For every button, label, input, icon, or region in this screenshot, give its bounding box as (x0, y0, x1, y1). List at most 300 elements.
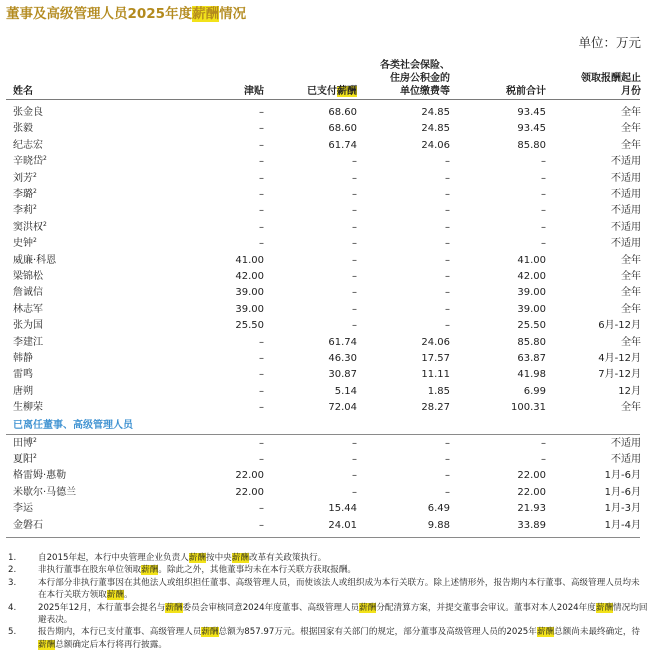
cell-name (13, 302, 43, 318)
cell-period-text: 全年 (621, 107, 641, 118)
cell-pretax-text: – (541, 454, 546, 465)
cell-pretax-text: – (541, 172, 546, 184)
cell-name (13, 485, 76, 501)
cell-allowance-text: – (259, 385, 264, 397)
cell-social (421, 400, 450, 416)
cell-pretax-text: 21.93 (517, 503, 546, 515)
cell-pretax-text: 63.87 (517, 353, 546, 364)
table-row (0, 400, 663, 416)
cell-name-text: 梁锦松 (13, 271, 43, 282)
cell-allowance-text: – (259, 238, 264, 250)
footnote-marker: 2 (33, 204, 37, 212)
cell-paid (352, 187, 357, 203)
cell-pretax-text: 22.00 (517, 486, 546, 498)
cell-period (611, 452, 641, 468)
cell-period-text: 1月-6月 (604, 470, 641, 482)
cell-paid (352, 285, 357, 301)
footnote-text: 本行部分非执行董事因在其他法人或组织担任董事、高级管理人员，而使该法人或组织成为本行关联方。除上述情形外，报告期内本行董事、高级管理人员均未在本行关联方领取 (38, 577, 640, 601)
cell-name-text: 威廉·科恩 (13, 254, 57, 266)
cell-name (13, 236, 37, 252)
cell-social-text: 24.85 (421, 123, 450, 135)
cell-social (428, 518, 450, 534)
cell-pretax (517, 138, 546, 154)
cell-paid-text: – (352, 221, 357, 233)
cell-pretax-text: 85.80 (517, 139, 546, 151)
cell-name (13, 171, 37, 187)
cell-allowance (259, 501, 264, 517)
cell-pretax-text: 6.99 (523, 385, 546, 397)
cell-period (605, 501, 641, 517)
cell-name-text: 辛晓岱 (13, 156, 43, 168)
title-prefix: 董事及高级管理人员2025年度 (6, 6, 193, 22)
cell-name-text: 金磐石 (13, 519, 43, 531)
footnote-highlight: 薪酬 (359, 602, 377, 613)
cell-paid (352, 485, 357, 501)
cell-period-text: 1月-6月 (604, 486, 641, 498)
cell-allowance (259, 121, 264, 137)
cell-paid (352, 318, 357, 334)
table-row (0, 367, 663, 383)
cell-period-text: 1月-4月 (604, 519, 641, 531)
cell-paid-text: – (352, 205, 357, 217)
cell-allowance (259, 220, 264, 236)
cell-social (445, 253, 450, 269)
cell-paid (352, 302, 357, 318)
footnote-number: 3. (8, 577, 17, 588)
cell-name (13, 384, 33, 400)
cell-social-text: 17.57 (421, 353, 450, 364)
cell-social-text: – (445, 271, 450, 282)
cell-social-text: – (445, 303, 450, 315)
header-period-line1: 领取报酬起止 (581, 73, 641, 84)
cell-social (421, 367, 450, 383)
cell-paid (328, 121, 357, 137)
cell-name (13, 351, 33, 367)
footnote-highlight: 薪酬 (188, 553, 206, 563)
table-row (0, 436, 663, 452)
cell-pretax (541, 187, 546, 203)
cell-allowance (259, 452, 264, 468)
cell-pretax-text: 39.00 (517, 287, 546, 299)
table-row (0, 302, 663, 318)
header-social (380, 59, 450, 98)
cell-allowance (235, 253, 264, 269)
cell-name-text: 林志军 (13, 303, 43, 315)
footnote-number: 5. (8, 627, 17, 638)
cell-social-text: – (445, 320, 450, 332)
cell-name-text: 詹诚信 (13, 287, 43, 299)
cell-name-text: 格雷姆·惠勒 (13, 470, 67, 482)
footnote-marker: 2 (33, 171, 37, 179)
cell-period-text: 全年 (621, 303, 641, 315)
cell-period-text: 不适用 (611, 189, 641, 200)
cell-period (611, 220, 641, 236)
cell-social (428, 384, 450, 400)
cell-name (13, 335, 43, 351)
cell-allowance (259, 203, 264, 219)
cell-paid-text: 46.30 (328, 353, 357, 364)
cell-period (621, 253, 641, 269)
cell-period (621, 335, 641, 351)
header-social-line1: 各类社会保险、 (380, 60, 450, 71)
cell-name-text: 李运 (13, 503, 33, 515)
cell-name (13, 318, 43, 334)
cell-social-text: 1.85 (427, 385, 450, 397)
cell-name-text: 唐朔 (13, 385, 33, 397)
cell-allowance-text: 22.00 (235, 470, 264, 482)
cell-period (621, 269, 641, 285)
cell-allowance-text: 25.50 (235, 320, 264, 332)
cell-pretax-text: – (541, 189, 546, 200)
cell-pretax (517, 269, 546, 285)
cell-name (13, 518, 43, 534)
cell-period (598, 318, 641, 334)
footnote-highlight: 薪酬 (201, 627, 219, 638)
cell-social (445, 269, 450, 285)
cell-paid-text: – (352, 486, 357, 498)
cell-pretax (511, 400, 546, 416)
cell-pretax (541, 436, 546, 452)
header-rule (6, 99, 640, 100)
table-bottom-rule (6, 537, 640, 538)
cell-allowance-text: 22.00 (235, 486, 264, 498)
footnote-number: 2. (8, 565, 17, 576)
cell-allowance (259, 105, 264, 121)
cell-pretax-text: – (541, 238, 546, 250)
cell-allowance (259, 154, 264, 170)
cell-social-text: – (445, 221, 450, 233)
cell-pretax (541, 171, 546, 187)
table-row (0, 485, 663, 501)
cell-social-text: – (445, 454, 450, 465)
cell-paid (352, 452, 357, 468)
cell-paid (352, 171, 357, 187)
cell-pretax (517, 351, 546, 367)
table-row (0, 452, 663, 468)
cell-period-text: 全年 (621, 271, 641, 282)
header-allowance: 津贴 (244, 86, 264, 97)
table-row (0, 236, 663, 252)
header-name: 姓名 (13, 86, 33, 97)
cell-allowance (259, 436, 264, 452)
footnote-marker: 2 (33, 453, 37, 460)
cell-allowance-text: – (259, 437, 264, 449)
cell-paid-text: – (352, 454, 357, 465)
table-row (0, 518, 663, 534)
cell-period-text: 不适用 (611, 221, 641, 233)
footnote-text: 按中央 (205, 553, 232, 563)
cell-paid (352, 269, 357, 285)
cell-period (621, 302, 641, 318)
cell-name-text: 田博 (13, 437, 33, 449)
cell-period (611, 171, 641, 187)
cell-paid-text: – (352, 470, 357, 482)
cell-social-text: 24.06 (421, 139, 450, 151)
cell-period-text: 不适用 (611, 172, 641, 184)
cell-paid-text: – (352, 172, 357, 184)
cell-pretax (517, 285, 546, 301)
cell-name (13, 269, 43, 285)
cell-social-text: – (445, 156, 450, 168)
footnote-number: 4. (8, 602, 17, 613)
cell-pretax (517, 253, 546, 269)
header-period (581, 72, 641, 98)
cell-name (13, 436, 37, 452)
cell-period-text: 全年 (621, 287, 641, 299)
cell-allowance-text: 39.00 (235, 303, 264, 315)
table-row (0, 468, 663, 484)
footnote-text: 委员会审核同意2024年度董事、高级管理人员 (182, 602, 360, 613)
table-row (0, 220, 663, 236)
table-row (0, 335, 663, 351)
footnote-marker: 2 (33, 237, 37, 245)
report-title (6, 2, 246, 22)
cell-pretax (541, 220, 546, 236)
cell-pretax (517, 468, 546, 484)
cell-period-text: 不适用 (611, 156, 641, 168)
footnote-number: 1. (8, 553, 17, 563)
cell-paid (328, 138, 357, 154)
cell-social-text: – (445, 172, 450, 184)
cell-period (621, 285, 641, 301)
footnote-text: 。除此之外，其他董事均未在本行关联方获取报酬。 (158, 565, 357, 576)
cell-paid-text: – (352, 238, 357, 250)
table-row (0, 384, 663, 400)
cell-period-text: 全年 (621, 254, 641, 266)
table-row (0, 285, 663, 301)
cell-name-text: 夏阳 (13, 454, 33, 465)
cell-pretax (517, 105, 546, 121)
footnote (8, 552, 648, 564)
table-row (0, 318, 663, 334)
cell-pretax-text: 93.45 (517, 107, 546, 118)
cell-name (13, 468, 66, 484)
cell-paid (352, 236, 357, 252)
cell-allowance-text: – (259, 402, 264, 414)
cell-allowance (259, 335, 264, 351)
footnote-text: 非执行董事在股东单位领取 (38, 565, 142, 576)
cell-period-text: 12月 (618, 385, 641, 397)
cell-paid-text: 30.87 (328, 369, 357, 381)
cell-allowance-text: – (259, 189, 264, 200)
table-row (0, 171, 663, 187)
cell-allowance-text: – (259, 503, 264, 515)
cell-name (13, 253, 56, 269)
cell-period-text: 不适用 (611, 437, 641, 449)
cell-allowance-text: – (259, 205, 264, 217)
header-social-line3: 单位缴费等 (400, 86, 450, 97)
footnote-highlight: 薪酬 (38, 639, 56, 650)
cell-allowance-text: – (259, 123, 264, 135)
cell-pretax (517, 367, 546, 383)
cell-pretax-text: – (541, 156, 546, 168)
cell-period (621, 400, 641, 416)
title-suffix: 情况 (219, 6, 247, 22)
cell-paid-text: 61.74 (328, 139, 357, 151)
cell-pretax-text: – (541, 221, 546, 233)
footnote-marker: 2 (43, 155, 47, 163)
cell-name (13, 452, 37, 468)
cell-social (445, 468, 450, 484)
cell-pretax (517, 121, 546, 137)
cell-social (445, 318, 450, 334)
cell-allowance-text: 42.00 (235, 271, 264, 282)
cell-paid (352, 154, 357, 170)
cell-allowance-text: – (259, 353, 264, 364)
cell-name-text: 张毅 (13, 123, 33, 135)
footnote-text: 2025年12月，本行董事会提名与 (38, 602, 166, 613)
cell-name-text: 雷鸣 (13, 369, 33, 381)
cell-social-text: – (445, 189, 450, 200)
cell-allowance-text: – (259, 172, 264, 184)
table-row (0, 351, 663, 367)
footnote-text: 自2015年起，本行中央管理企业负责人 (38, 553, 189, 563)
cell-social (445, 220, 450, 236)
cell-pretax (541, 236, 546, 252)
cell-social-text: 24.06 (421, 336, 450, 348)
cell-period-text: 全年 (621, 402, 641, 414)
cell-name (13, 154, 47, 170)
cell-allowance (259, 367, 264, 383)
cell-name-text: 李建江 (13, 336, 43, 348)
cell-name (13, 138, 43, 154)
cell-social (445, 436, 450, 452)
header-period-line2: 月份 (621, 86, 641, 97)
cell-social (445, 187, 450, 203)
cell-period (621, 105, 641, 121)
cell-pretax (541, 154, 546, 170)
footnote-highlight: 薪酬 (231, 553, 249, 563)
cell-paid (328, 335, 357, 351)
header-pretax: 税前合计 (506, 86, 546, 97)
cell-social (445, 485, 450, 501)
cell-paid (352, 220, 357, 236)
cell-period-text: 4月-12月 (598, 353, 641, 364)
cell-name-text: 窦洪权 (13, 221, 43, 233)
cell-social-text: – (445, 437, 450, 449)
cell-period (611, 154, 641, 170)
footnote-text: 改革有关政策执行。 (248, 553, 327, 563)
cell-pretax-text: 41.00 (517, 254, 546, 266)
cell-paid-text: 24.01 (328, 519, 357, 531)
cell-paid-text: – (352, 156, 357, 168)
cell-name (13, 400, 43, 416)
cell-period (621, 138, 641, 154)
cell-pretax (517, 518, 546, 534)
cell-paid (328, 105, 357, 121)
cell-social-text: – (445, 470, 450, 482)
cell-pretax (524, 384, 546, 400)
cell-pretax-text: 25.50 (517, 320, 546, 332)
section-label: 已离任董事、高级管理人员 (13, 419, 133, 431)
cell-period-text: 不适用 (611, 454, 641, 465)
cell-period-text: 7月-12月 (598, 369, 641, 381)
cell-name (13, 367, 33, 383)
footnote-text: 总额为857.97万元。根据国家有关部门的规定，部分董事及高级管理人员的2025年 (218, 627, 537, 638)
cell-social-text: 9.88 (427, 519, 450, 531)
cell-social-text: 6.49 (427, 503, 450, 515)
cell-allowance (259, 236, 264, 252)
cell-period-text: 全年 (621, 139, 641, 151)
table-row (0, 154, 663, 170)
cell-pretax-text: 100.31 (511, 402, 546, 414)
cell-pretax-text: – (541, 437, 546, 449)
cell-name (13, 121, 33, 137)
footnote-highlight: 薪酬 (165, 602, 183, 613)
cell-allowance (259, 138, 264, 154)
cell-allowance (259, 384, 264, 400)
cell-period (598, 367, 641, 383)
cell-paid (328, 351, 357, 367)
footnote-highlight: 薪酬 (141, 565, 159, 576)
footnote-text: 总额确定后本行将再行披露。 (55, 639, 167, 650)
cell-pretax (541, 203, 546, 219)
cell-name-text: 张金良 (13, 107, 43, 118)
cell-name (13, 285, 43, 301)
cell-social (445, 302, 450, 318)
cell-social-text: 11.11 (421, 369, 450, 381)
cell-pretax (517, 335, 546, 351)
header-paid-highlight: 薪酬 (337, 86, 357, 97)
table-row (0, 187, 663, 203)
cell-name (13, 105, 43, 121)
cell-period-text: 全年 (621, 123, 641, 135)
cell-period-text: 1月-3月 (604, 503, 641, 515)
cell-paid-text: 72.04 (328, 402, 357, 414)
cell-paid-text: – (352, 189, 357, 200)
footnote-marker: 2 (33, 436, 37, 444)
cell-pretax-text: 42.00 (517, 271, 546, 282)
cell-paid (352, 436, 357, 452)
unit-label: 单位：万元 (578, 35, 641, 50)
cell-paid-text: – (352, 287, 357, 299)
cell-paid (328, 501, 357, 517)
table-row (0, 138, 663, 154)
cell-allowance (235, 302, 264, 318)
cell-period-text: 不适用 (611, 238, 641, 250)
footnote (8, 577, 648, 602)
cell-name-text: 李璐 (13, 189, 33, 200)
cell-pretax (517, 302, 546, 318)
cell-allowance-text: 41.00 (235, 254, 264, 266)
cell-period (611, 436, 641, 452)
cell-period (611, 187, 641, 203)
cell-name-text: 刘芳 (13, 172, 33, 184)
footnote-text: 情况均回避表决。 (38, 602, 648, 626)
cell-social (445, 236, 450, 252)
cell-name-text: 米歇尔·马德兰 (13, 486, 77, 498)
cell-pretax-text: 33.89 (517, 519, 546, 531)
cell-paid-text: – (352, 320, 357, 332)
cell-pretax-text: 22.00 (517, 470, 546, 482)
cell-period (605, 518, 641, 534)
footnote-marker: 2 (43, 220, 47, 228)
cell-period-text: 不适用 (611, 205, 641, 217)
header-paid (307, 85, 357, 98)
cell-name-text: 韩静 (13, 353, 33, 364)
cell-pretax (517, 485, 546, 501)
footnote (8, 602, 648, 627)
cell-social (421, 351, 450, 367)
cell-name (13, 220, 47, 236)
table-row (0, 253, 663, 269)
cell-paid-text: – (352, 437, 357, 449)
cell-period (618, 384, 641, 400)
cell-name-text: 张为国 (13, 320, 43, 332)
cell-social (445, 285, 450, 301)
cell-paid (352, 253, 357, 269)
cell-paid (352, 468, 357, 484)
